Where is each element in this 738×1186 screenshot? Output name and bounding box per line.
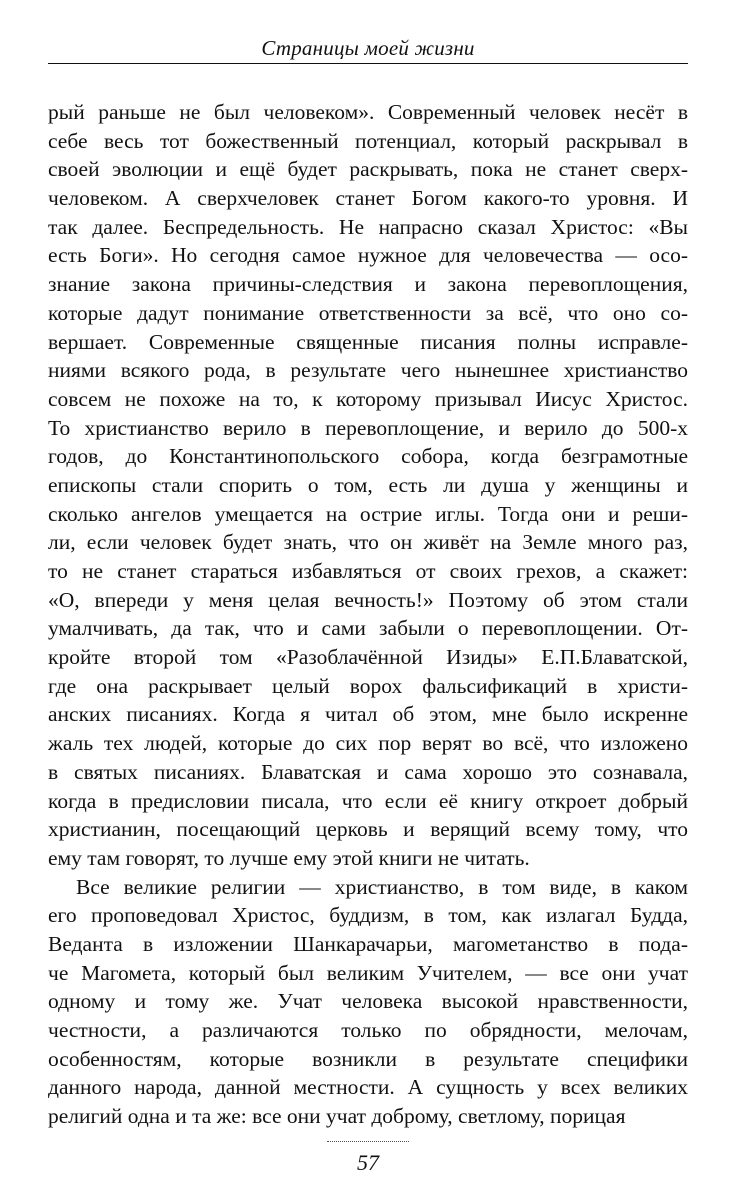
text-line: где она раскрывает целый ворох фальсификаций в христи- [48, 673, 688, 698]
text-line: честности, а различаются только по обрядности, мелочам, [48, 1018, 688, 1042]
text-line: которые дадут понимание ответственности за всё, что оно со- [48, 300, 688, 325]
running-header-title: Страницы моей жизни [261, 36, 475, 60]
text-line: ниями всякого рода, в результате чего нынешнее христианство [48, 358, 688, 383]
text-line: сколько ангелов умещается на острие иглы. Тогда они и реши- [48, 501, 688, 526]
text-line: есть Боги». Но сегодня самое нужное для человечества — осо- [48, 243, 688, 268]
text-line: анских писаниях. Когда я читал об этом, мне было искренне [48, 702, 688, 727]
page-number: 57 [357, 1150, 379, 1175]
text-line: его проповедовал Христос, буддизм, в том, как излагал Будда, [48, 903, 688, 928]
text-line: епископы стали спорить о том, есть ли душа у женщины и [48, 472, 688, 497]
text-line: «О, впереди у меня целая вечность!» Поэтому об этом стали [48, 587, 688, 612]
text-line: То христианство верило в перевоплощение, и верило до 500-х [48, 415, 688, 440]
text-line: годов, до Константинопольского собора, когда безграмотные [48, 444, 688, 469]
text-line: то не станет стараться избавляться от своих грехов, а скажет: [48, 559, 688, 583]
text-line: умалчивать, да так, что и сами забыли о перевоплощении. От- [48, 616, 688, 641]
text-line: ему там говорят, то лучше ему этой книги не читать. [48, 845, 530, 870]
body-text [48, 98, 688, 1131]
text-line: кройте второй том «Разоблачённой Изиды» Е.П.Блаватской, [48, 645, 688, 670]
text-line: своей эволюции и ещё будет раскрывать, пока не станет сверх- [48, 157, 688, 182]
text-line: особенностям, которые возникли в результате специфики [48, 1046, 688, 1071]
text-line: Веданта в изложении Шанкарачарьи, магометанство в пода- [48, 931, 688, 956]
text-line: совсем не похоже на то, к которому призывал Иисус Христос. [48, 386, 688, 411]
text-line: так далее. Беспредельность. Не напрасно сказал Христос: «Вы [48, 214, 688, 239]
header-rule [48, 63, 688, 64]
text-line: жаль тех людей, которые до сих пор верят во всё, что изложено [48, 731, 688, 756]
text-line: рый раньше не был человеком». Современный человек несёт в [48, 100, 688, 124]
text-line: христианин, посещающий церковь и верящий всему тому, что [48, 817, 688, 842]
text-line: религий одна и та же: все они учат доброму, светлому, порицая [48, 1104, 626, 1129]
text-line: в святых писаниях. Блаватская и сама хорошо это сознавала, [48, 759, 688, 784]
text-line: когда в предисловии писала, что если её книгу откроет добрый [48, 788, 688, 813]
text-line: че Магомета, который был великим Учителем, — все они учат [48, 960, 688, 985]
text-line: Все великие религии — христианство, в том виде, в каком [76, 874, 688, 899]
text-line: данного народа, данной местности. А сущность у всех великих [48, 1075, 688, 1100]
text-line: ли, если человек будет знать, что он живёт на Земле много раз, [48, 530, 688, 555]
text-line: вершает. Современные священные писания полны исправле- [48, 329, 688, 354]
text-line: знание закона причины-следствия и закона перевоплощения, [48, 272, 688, 297]
text-line: одному и тому же. Учат человека высокой нравственности, [48, 989, 688, 1014]
footer-rule [327, 1141, 409, 1142]
text-line: себе весь тот божественный потенциал, который раскрывал в [48, 128, 688, 153]
text-line: человеком. А сверхчеловек станет Богом какого-то уровня. И [48, 186, 688, 211]
